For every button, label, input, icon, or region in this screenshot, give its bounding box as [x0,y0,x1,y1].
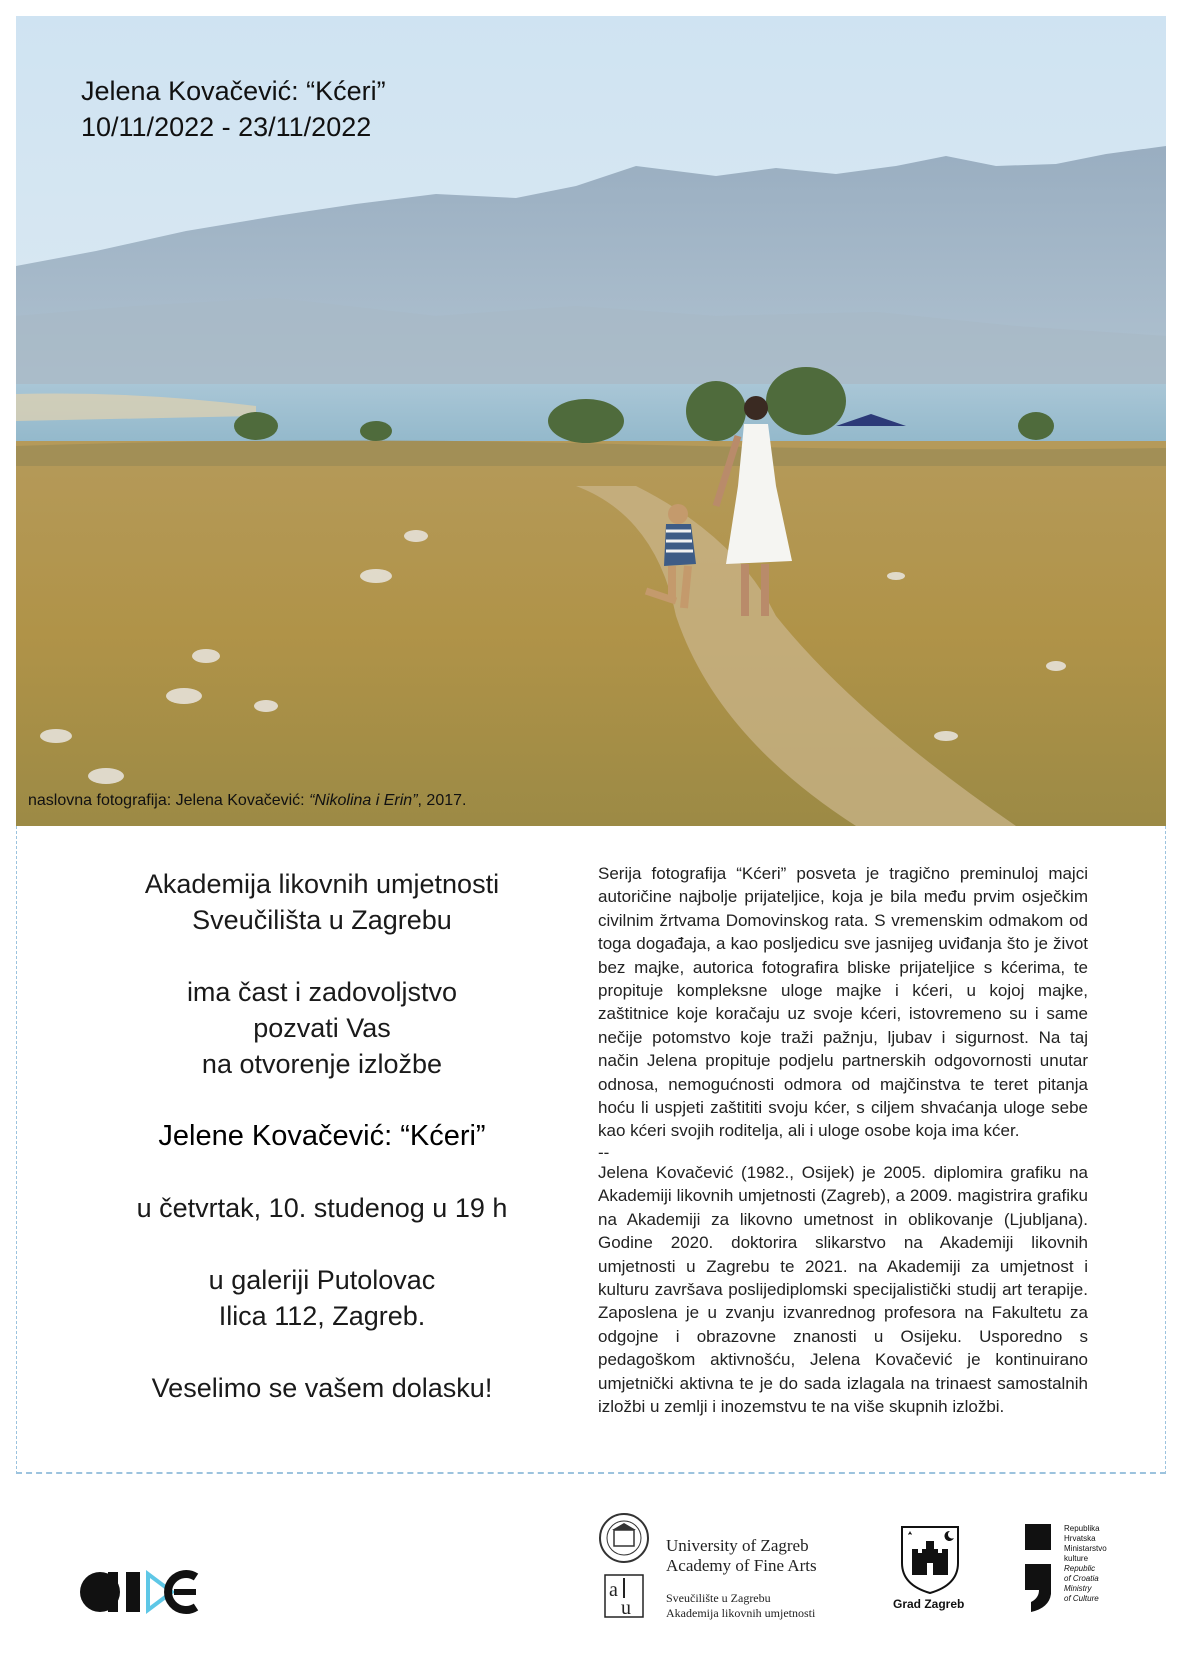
photo-credit-prefix: naslovna fotografija: Jelena Kovačević: [28,792,310,809]
alu-logo-icon [78,1567,218,1617]
venue-line-2: Ilica 112, Zagreb. [218,1301,426,1331]
ministry-of-culture-mark-icon [1021,1522,1057,1614]
university-local-line-1: Sveučilište u Zagrebu [666,1591,771,1605]
photo-credit-suffix: , 2017. [417,792,467,809]
ministry-line-7: Ministry [1064,1584,1092,1593]
ministry-line-8: of Culture [1064,1594,1099,1603]
invitation-text [33,826,611,1406]
academy-line-2: Sveučilišta u Zagrebu [192,905,452,935]
hero-dates: 10/11/2022 - 23/11/2022 [81,112,372,142]
invite-line-2: pozvati Vas [253,1013,391,1043]
exhibition-title: Jelene Kovačević: “Kćeri” [158,1120,486,1152]
ministry-line-4: kulture [1064,1554,1089,1563]
alu-monogram-icon [604,1574,644,1618]
venue-line-1: u galeriji Putolovac [208,1265,436,1295]
opening-time: u četvrtak, 10. studenog u 19 h [136,1193,508,1223]
ministry-line-6: of Croatia [1064,1574,1099,1583]
university-name-local [666,1591,815,1621]
university-name-line-1: University of Zagreb [666,1536,809,1555]
ministry-line-3: Ministarstvo [1064,1544,1107,1553]
ministry-line-5: Republic [1064,1564,1096,1573]
exhibition-description [598,862,1088,1418]
academy-line-1: Akademija likovnih umjetnosti [144,869,500,899]
ministry-line-2: Hrvatska [1064,1534,1096,1543]
invitation-card [16,826,1166,1474]
photo-credit-title: “Nikolina i Erin” [309,792,418,809]
artist-biography: Jelena Kovačević (1982., Osijek) je 2005. diplomira grafiku na Akademiji likovnih umjetnosti (Zagreb), a 2009. magistrira grafiku na Akademiji za likovno umetnost in oblikovanje (Ljubljana). Godine 2020. doktorira slikarstvo na Akademiji likovnih umjetnosti u Zagrebu te 2021. na Akademiji za umjetnost i kulturu završava poslijediplomski specijalistički studij art terapije. Zaposlena je u zvanju izvanrednog profesora na Fakultetu za odgojne i obrazovne znanosti u Osijeku. Usporedno s pedagoškom aktivnošću, Jelena Kovačević je kontinuirano umjetnički aktivna te je do sada izlagala na trinaest samostalnih izložbi u zemlji i inozemstvu te na više skupnih izložbi. [598,1162,1088,1416]
ministry-line-1: Republika [1064,1524,1100,1533]
description-separator: -- [598,1142,610,1162]
university-local-line-2: Akademija likovnih umjetnosti [666,1606,816,1620]
zagreb-coat-of-arms-icon [898,1523,962,1595]
invite-line-1: ima čast i zadovoljstvo [186,977,458,1007]
svg-text:a: a [609,1579,618,1601]
university-name [666,1536,817,1576]
closing-line: Veselimo se vašem dolasku! [151,1373,493,1403]
university-seal-icon [598,1512,650,1564]
hero-work-title: “Kćeri” [306,76,386,106]
svg-text:u: u [621,1597,631,1618]
hero-artist-name: Jelena Kovačević: [81,76,299,106]
photo-credit [28,792,466,810]
series-description: Serija fotografija “Kćeri” posveta je tragično preminuloj majci autoričine najbolje prijateljice, koja je bila među prvim osječkim civilnim žrtvama Domovinskog rata. S vremenskim odmakom od toga događaja, a kao posljedicu sve jasnijeg uviđanja što je život bez majke, autorica fotografira bliske prijateljice s kćerima, te propituje kompleksne uloge majke i kćeri, u kojoj majke, zaštitnice koje koračaju uz svoje kćeri, istovremeno su i same nečije potomstvo koje traži pažnju, ljubav i sigurnost. Na taj način Jelena propituje podjelu partnerskih odgovornosti unutar odnosa, nemogućnosti odmora od majčinstva te teret pitanja hoću li uspjeti zaštititi svoju kćer, s ciljem shvaćanja uloge sebe kao kćeri svojih roditelja, ali i uloge osobe koja ima kćer. [598,864,1088,1141]
hero-title [81,74,386,108]
university-name-line-2: Academy of Fine Arts [666,1556,817,1575]
invite-line-3: na otvorenje izložbe [201,1049,443,1079]
ministry-text [1064,1524,1144,1604]
zagreb-label: Grad Zagreb [893,1597,965,1611]
